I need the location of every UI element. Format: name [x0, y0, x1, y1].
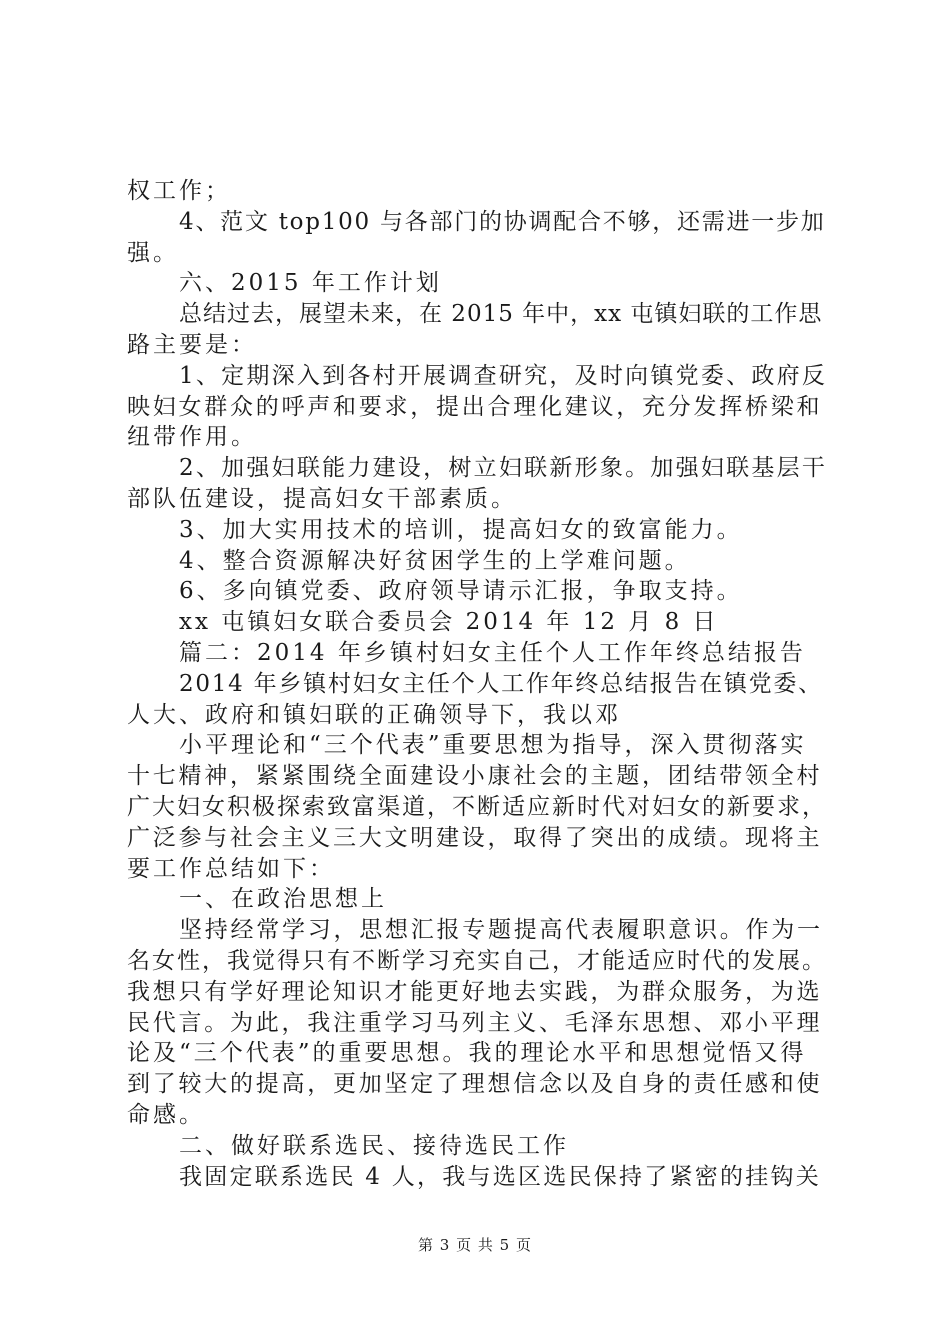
- text-line: 人大、政府和镇妇联的正确领导下，我以邓: [127, 701, 621, 728]
- text-line: 二、做好联系选民、接待选民工作: [179, 1132, 569, 1159]
- text-line: 广大妇女积极探索致富渠道，不断适应新时代对妇女的新要求，: [127, 793, 827, 820]
- text-line: 2、加强妇联能力建设，树立妇联新形象。加强妇联基层干: [179, 455, 828, 482]
- text-line: 部队伍建设，提高妇女干部素质。: [127, 485, 517, 512]
- text-line: 纽带作用。: [127, 424, 257, 451]
- text-line: 6、多向镇党委、政府领导请示汇报，争取支持。: [179, 578, 743, 605]
- text-line: 篇二：2014 年乡镇村妇女主任个人工作年终总结报告: [179, 639, 806, 666]
- text-line: 总结过去，展望未来，在 2015 年中，xx 屯镇妇联的工作思: [179, 301, 823, 328]
- text-line: 命感。: [127, 1101, 205, 1128]
- page-footer: 第 3 页 共 5 页: [418, 1236, 532, 1254]
- text-line: 映妇女群众的呼声和要求，提出合理化建议，充分发挥桥梁和: [127, 393, 823, 420]
- text-line: xx 屯镇妇女联合委员会 2014 年 12 月 8 日: [179, 609, 719, 636]
- text-line: 名女性，我觉得只有不断学习充实自己，才能适应时代的发展。: [127, 947, 827, 974]
- text-line: 我想只有学好理论知识才能更好地去实践，为群众服务，为选: [127, 978, 823, 1005]
- text-line: 论及“三个代表”的重要思想。我的理论水平和思想觉悟又得: [127, 1040, 807, 1067]
- text-line: 1、定期深入到各村开展调查研究，及时向镇党委、政府反: [179, 362, 828, 389]
- text-line: 一、在政治思想上: [179, 886, 387, 913]
- text-line: 2014 年乡镇村妇女主任个人工作年终总结报告在镇党委、: [179, 670, 823, 697]
- text-line: 强。: [127, 239, 179, 266]
- text-line: 十七精神，紧紧围绕全面建设小康社会的主题，团结带领全村: [127, 763, 823, 790]
- document-body: [127, 176, 827, 1192]
- text-line: 3、加大实用技术的培训，提高妇女的致富能力。: [179, 516, 743, 543]
- text-line: 4、整合资源解决好贫困学生的上学难问题。: [179, 547, 691, 574]
- text-line: 要工作总结如下：: [127, 855, 335, 882]
- text-line: 坚持经常学习，思想汇报专题提高代表履职意识。作为一: [179, 917, 823, 944]
- text-line: 六、2015 年工作计划: [179, 270, 442, 297]
- text-line: 广泛参与社会主义三大文明建设，取得了突出的成绩。现将主: [127, 824, 823, 851]
- text-line: 我固定联系选民 4 人，我与选区选民保持了紧密的挂钩关: [179, 1163, 822, 1190]
- text-line: 4、范文 top100 与各部门的协调配合不够，还需进一步加: [179, 208, 826, 235]
- text-line: 路主要是：: [127, 331, 257, 358]
- text-line: 权工作；: [127, 178, 231, 204]
- text-line: 到了较大的提高，更加坚定了理想信念以及自身的责任感和使: [127, 1071, 823, 1098]
- text-line: 民代言。为此，我注重学习马列主义、毛泽东思想、邓小平理: [127, 1009, 823, 1036]
- text-line: 小平理论和“三个代表”重要思想为指导，深入贯彻落实: [179, 732, 807, 759]
